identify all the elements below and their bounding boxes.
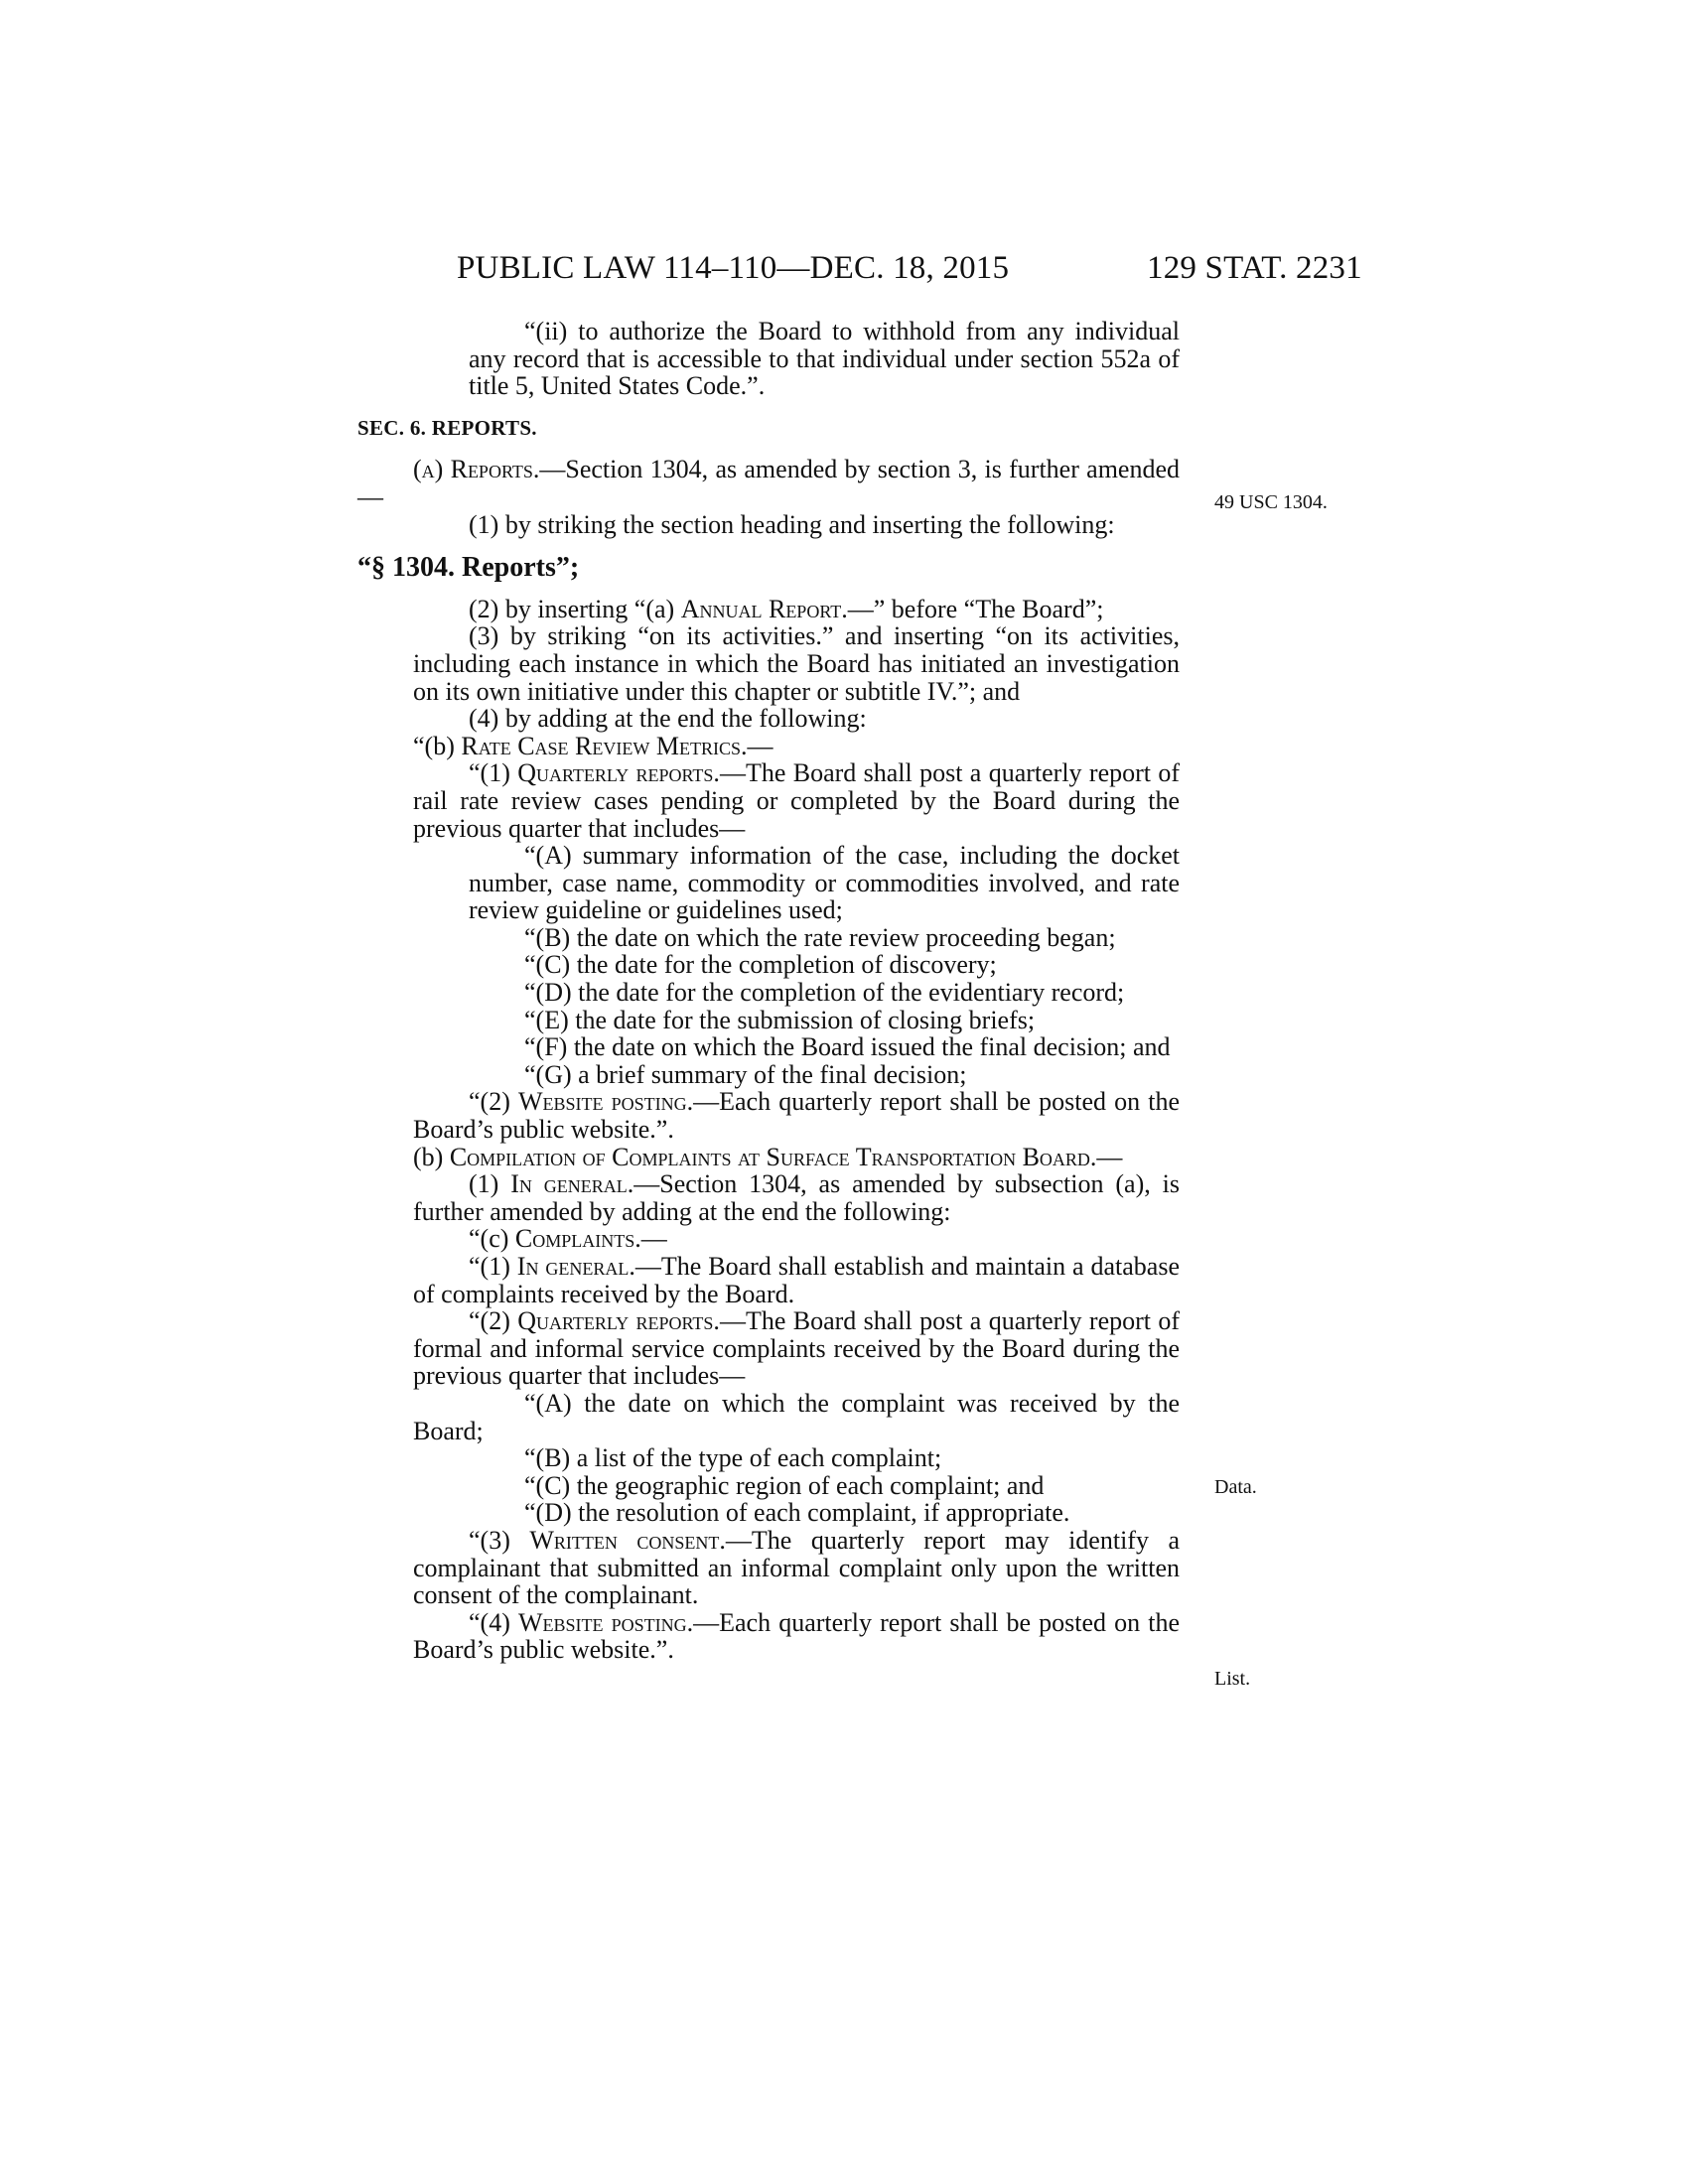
subsection-a-label: (a) Reports.	[413, 455, 540, 484]
statute-body	[357, 318, 1180, 1664]
margin-note-usc-citation: 49 USC 1304.	[1214, 491, 1328, 513]
subsection-b-rate-heading: Rate Case Review Metrics.	[461, 731, 748, 760]
subsection-b-rate-pre: “(b)	[413, 731, 462, 760]
paragraph-cc4	[357, 1609, 1180, 1664]
paragraph-cc3	[357, 1527, 1180, 1609]
subparagraph-b-C: “(C) the date for the completion of discovery;	[524, 950, 997, 980]
paragraph-b2-pre: “(2)	[469, 1087, 518, 1117]
paragraph-a3: (3) by striking “on its activities.” and inserting “on its activities, including each instance in which the Board has initiated an investigation on its own initiative under this chapter or subtitle IV.”; and	[413, 621, 1180, 706]
subparagraph-b-F: “(F) the date on which the Board issued the final decision; and	[524, 1032, 1171, 1062]
paragraph-cc2-pre: “(2)	[469, 1306, 518, 1336]
paragraph-b1	[357, 759, 1180, 842]
subsection-a-text: —Section 1304, as amended by section 3, is further amended—	[357, 455, 1181, 511]
paragraph-cc2	[357, 1307, 1180, 1390]
paragraph-cc3-text: —The quarterly report may identify a complainant that submitted an informal complaint only upon the written consent of the complainant.	[413, 1525, 1180, 1610]
subsection-c-heading: Complaints.	[514, 1224, 641, 1254]
subsection-c-pre: “(c)	[469, 1224, 515, 1254]
paragraph-cc4-heading: Website posting.	[517, 1607, 694, 1637]
subsection-b-comp-pre: (b)	[413, 1142, 450, 1171]
subparagraph-b-E: “(E) the date for the submission of closing briefs;	[524, 1005, 1036, 1034]
paragraph-a1: (1) by striking the section heading and inserting the following:	[469, 509, 1115, 539]
running-header-title: PUBLIC LAW 114–110—DEC. 18, 2015	[457, 250, 1010, 286]
subsection-a	[357, 456, 1180, 510]
paragraph-b2-text: —Each quarterly report shall be posted on the Board’s public website.”.	[413, 1087, 1181, 1145]
margin-note-list: List.	[1214, 1668, 1251, 1690]
subparagraph-c-B: “(B) a list of the type of each complaint;	[524, 1443, 942, 1473]
paragraph-c1-pre: (1)	[469, 1169, 511, 1199]
paragraph-cc1-text: —The Board shall establish and maintain a database of complaints received by the Board.	[413, 1252, 1180, 1308]
paragraph-cc2-text: —The Board shall post a quarterly report of formal and informal service complaints received by the Board during the previous quarter that includes—	[413, 1306, 1181, 1391]
subsection-c-post: —	[640, 1224, 667, 1254]
paragraph-cc3-heading: Written consent.	[529, 1525, 726, 1555]
paragraph-cc2-heading: Quarterly reports.	[517, 1306, 720, 1336]
paragraph-a2-pre: (2) by inserting “(a)	[469, 594, 681, 623]
subsection-b-rate-case	[357, 733, 1180, 760]
paragraph-cc3-pre: “(3)	[469, 1525, 530, 1555]
paragraph-a2-small-caps: Annual Report.	[680, 594, 848, 623]
paragraph-b1-heading: Quarterly reports.	[517, 758, 720, 788]
paragraph-cc4-pre: “(4)	[469, 1607, 518, 1637]
paragraph-cc4-text: —Each quarterly report shall be posted on the Board’s public website.”.	[413, 1607, 1181, 1665]
subsection-b-rate-post: —	[747, 731, 774, 760]
paragraph-c1-heading: In general.	[510, 1169, 634, 1199]
subsection-b-compilation	[357, 1144, 1180, 1171]
paragraph-cc1	[357, 1253, 1180, 1307]
paragraph-cc1-pre: “(1)	[469, 1252, 517, 1281]
margin-note-data: Data.	[1214, 1476, 1257, 1498]
paragraph-b1-text: —The Board shall post a quarterly report of rail rate review cases pending or completed by the Board during the previous quarter that includes—	[413, 758, 1181, 843]
paragraph-b2-heading: Website posting.	[517, 1087, 694, 1117]
subsection-c-complaints	[357, 1225, 1180, 1253]
subparagraph-b-B: “(B) the date on which the rate review proceeding began;	[524, 922, 1116, 952]
paragraph-c1-text: —Section 1304, as amended by subsection (a), is further amended by adding at the end the following:	[413, 1169, 1180, 1226]
paragraph-a2	[357, 596, 1180, 623]
paragraph-b1-pre: “(1)	[469, 758, 518, 788]
running-header-page-number: 129 STAT. 2231	[1147, 250, 1362, 286]
subparagraph-b-D: “(D) the date for the completion of the evidentiary record;	[524, 978, 1125, 1008]
paragraph-a4: (4) by adding at the end the following:	[469, 704, 867, 734]
section-1304-heading: “§ 1304. Reports”;	[357, 552, 580, 584]
subparagraph-c-C: “(C) the geographic region of each complaint; and	[524, 1470, 1045, 1500]
paragraph-a2-post: —” before “The Board”;	[847, 594, 1104, 623]
paragraph-b2	[357, 1088, 1180, 1143]
paragraph-c1	[357, 1170, 1180, 1225]
section-heading: SEC. 6. REPORTS.	[357, 415, 537, 440]
clause-ii: “(ii) to authorize the Board to withhold from any individual any record that is accessible to that individual under section 552a of title 5, United States Code.”.	[469, 317, 1180, 401]
subsection-b-comp-post: —	[1096, 1142, 1123, 1171]
paragraph-cc1-heading: In general.	[516, 1252, 635, 1281]
subparagraph-c-D: “(D) the resolution of each complaint, if appropriate.	[524, 1498, 1070, 1528]
subparagraph-c-A: “(A) the date on which the complaint was received by the Board;	[413, 1388, 1180, 1445]
subparagraph-b-A: “(A) summary information of the case, including the docket number, case name, commodity or commodities involved, and rate review guideline or guidelines used;	[469, 841, 1180, 925]
subparagraph-b-G: “(G) a brief summary of the final decision;	[524, 1059, 967, 1089]
subsection-b-comp-heading: Compilation of Complaints at Surface Transportation Board.	[449, 1142, 1097, 1171]
